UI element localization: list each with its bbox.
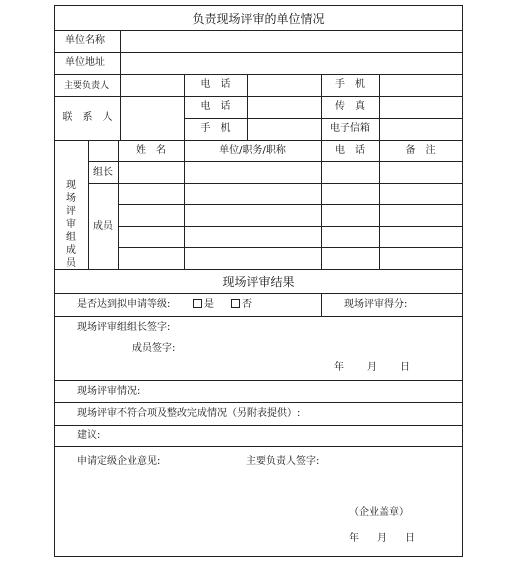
- row-divider: [55, 380, 462, 381]
- results-title: 现场评审结果: [222, 275, 295, 289]
- row-divider: [55, 293, 462, 294]
- score-label: 现场评审得分:: [344, 299, 408, 310]
- date-month: 月: [367, 362, 377, 373]
- row-divider: [118, 226, 462, 227]
- member-sign-label: 成员签字:: [132, 343, 176, 354]
- col-name-header: 姓 名: [136, 145, 166, 156]
- nonconformity-label: 现场评审不符合项及整改完成情况（另附表提供）:: [77, 408, 301, 419]
- email-label: 电子信箱: [330, 123, 370, 134]
- row-divider: [118, 204, 462, 205]
- row-divider: [55, 446, 462, 447]
- col-divider: [321, 140, 322, 269]
- date-year: 年: [334, 362, 344, 373]
- unit-address-label: 单位地址: [65, 57, 105, 68]
- row-divider: [55, 402, 462, 403]
- col-divider: [379, 140, 380, 269]
- date-month-2: 月: [377, 533, 387, 544]
- col-divider: [118, 140, 119, 269]
- row-divider: [55, 425, 462, 426]
- col-divider: [379, 74, 380, 140]
- col-unit-header: 单位/职务/职称: [219, 145, 286, 156]
- option-no[interactable]: [231, 299, 252, 311]
- col-divider: [120, 30, 121, 74]
- leader-label: 组长: [93, 167, 113, 178]
- evaluation-form: [54, 5, 463, 557]
- row-divider: [55, 30, 462, 31]
- col-divider: [88, 140, 89, 269]
- row-divider: [55, 96, 462, 97]
- row-divider: [55, 269, 462, 270]
- fax-label: 传 真: [335, 101, 365, 112]
- date-year-2: 年: [349, 533, 359, 544]
- contact-mobile-label: 手 机: [200, 123, 231, 134]
- col-phone-header: 电 话: [335, 145, 365, 156]
- col-divider: [120, 74, 121, 140]
- col-divider: [247, 74, 248, 140]
- situation-label: 现场评审情况:: [77, 386, 141, 397]
- enterprise-opinion-label: 申请定级企业意见:: [77, 456, 161, 467]
- contact-phone-label: 电 话: [200, 101, 231, 112]
- member-label: 成员: [93, 221, 113, 232]
- option-yes[interactable]: [193, 299, 214, 311]
- phone-label: 电 话: [200, 79, 231, 90]
- form-title: 负责现场评审的单位情况: [192, 12, 325, 26]
- col-divider: [321, 293, 322, 316]
- unit-name-label: 单位名称: [65, 35, 105, 46]
- suggestion-label: 建议:: [77, 430, 101, 441]
- row-divider: [55, 74, 462, 75]
- row-divider: [118, 247, 462, 248]
- col-remark-header: 备 注: [405, 145, 436, 156]
- option-no-text: 否: [242, 299, 252, 310]
- contact-label: 联 系 人: [62, 112, 113, 123]
- date-day-2: 日: [405, 533, 415, 544]
- row-divider: [88, 183, 462, 184]
- reach-level-label: 是否达到拟申请等级:: [77, 299, 171, 310]
- row-divider: [55, 52, 462, 53]
- row-divider: [184, 118, 462, 119]
- checkbox-yes[interactable]: [193, 299, 202, 308]
- principal-label: 主要负责人: [64, 81, 110, 91]
- row-divider: [88, 161, 462, 162]
- col-divider: [184, 140, 185, 269]
- option-yes-text: 是: [204, 299, 214, 310]
- seal-label: （企业盖章）: [349, 507, 409, 518]
- principal-sign-label: 主要负责人签字:: [246, 456, 320, 467]
- checkbox-no[interactable]: [231, 299, 240, 308]
- team-label: 现场评审组成员: [66, 180, 76, 269]
- leader-sign-label: 现场评审组组长签字:: [77, 322, 171, 333]
- row-divider: [55, 140, 462, 141]
- mobile-label: 手 机: [335, 79, 365, 90]
- date-day: 日: [400, 362, 410, 373]
- row-divider: [55, 316, 462, 317]
